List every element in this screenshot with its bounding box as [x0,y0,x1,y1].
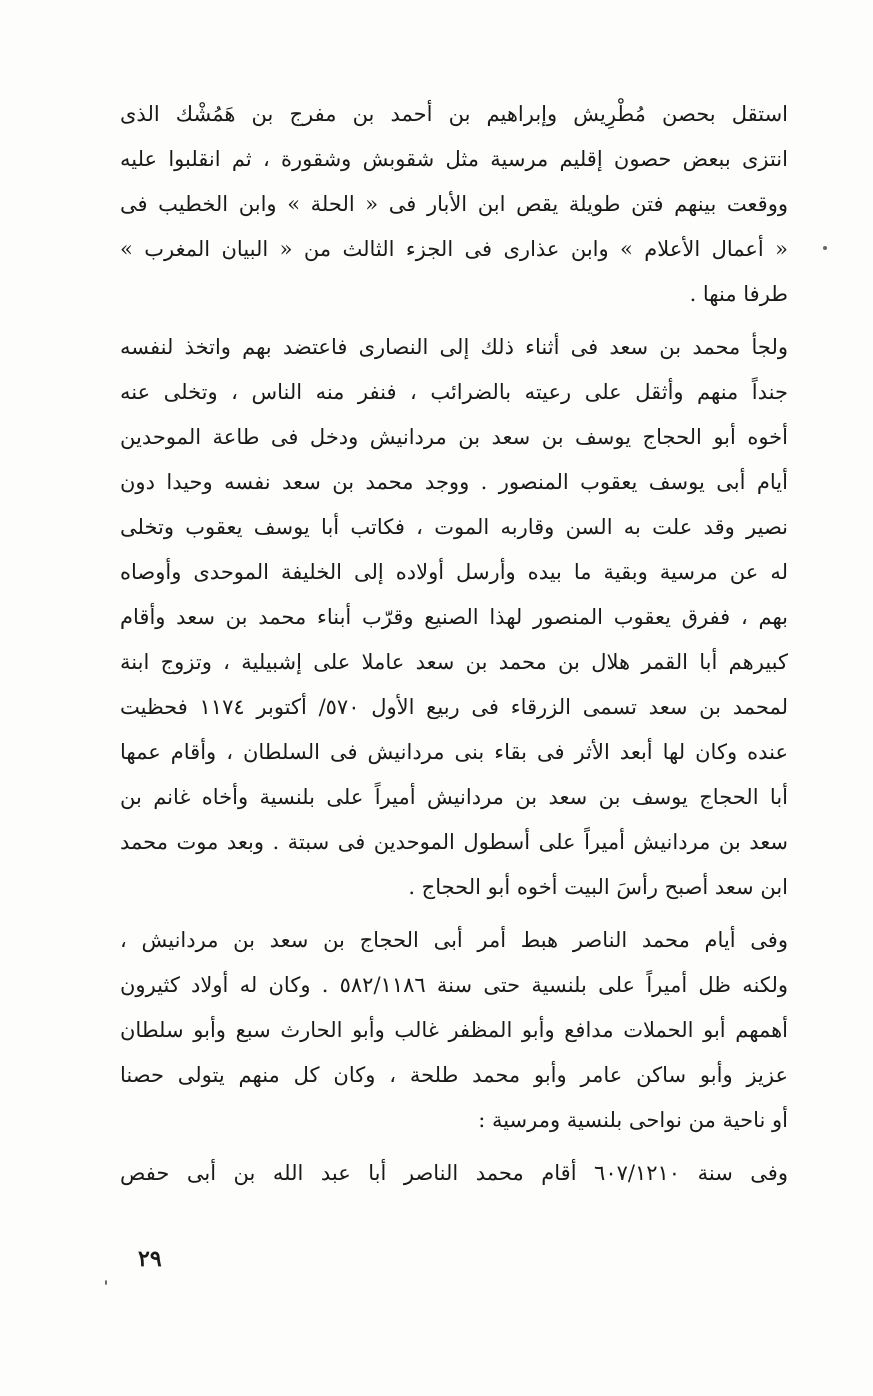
text-line: ولجأ محمد بن سعد فى أثناء ذلك إلى النصارى فاعتضد بهم واتخذ لنفسه [120,335,788,359]
text-line: عنده وكان لها أبعد الأثر فى بقاء بنى مردانيش فى السلطان ، وأقام عمها [120,740,788,764]
paragraph-4 [120,1151,788,1196]
paragraph-2 [120,325,788,910]
text-line: نصير وقد علت به السن وقاربه الموت ، فكاتب أبا يوسف يعقوب وتخلى [120,515,788,539]
text-line: ولكنه ظل أميراً على بلنسية حتى سنة ٥٨٢/١١٨٦ . وكان له أولاد كثيرون [120,973,788,997]
text-line: طرفا منها . [689,282,788,306]
paragraph-3 [120,918,788,1143]
text-line: ابن سعد أصبح رأسَ البيت أخوه أبو الحجاج . [408,875,788,899]
text-line: عزيز وأبو ساكن عامر وأبو محمد طلحة ، وكان كل منهم يتولى حصنا [120,1063,788,1087]
text-line: كبيرهم أبا القمر هلال بن محمد بن سعد عاملا على إشبيلية ، وتزوج ابنة [120,650,788,674]
text-line: أيام أبى يوسف يعقوب المنصور . ووجد محمد بن سعد نفسه وحيدا دون [120,470,788,494]
paragraph-1 [120,92,788,317]
text-line: ووقعت بينهم فتن طويلة يقص ابن الأبار فى « الحلة » وابن الخطيب فى [120,192,788,216]
text-line: جنداً منهم وأثقل على رعيته بالضرائب ، فنفر منه الناس ، وتخلى عنه [120,380,788,404]
text-line: وفى أيام محمد الناصر هبط أمر أبى الحجاج بن سعد بن مردانيش ، [120,928,788,952]
text-line: له عن مرسية وبقية ما بيده وأرسل أولاده إلى الخليفة الموحدى وأوصاه [120,560,788,584]
text-line: وفى سنة ٦٠٧/١٢١٠ أقام محمد الناصر أبا عبد الله بن أبى حفص [120,1161,788,1185]
text-line: سعد بن مردانيش أميراً على أسطول الموحدين فى سبتة . وبعد موت محمد [120,830,788,854]
text-line: أبا الحجاج يوسف بن سعد بن مردانيش أميراً على بلنسية وأخاه غانم بن [120,785,788,809]
page-number: ٢٩ [138,1246,162,1272]
text-line: انتزى ببعض حصون إقليم مرسية مثل شقوبش وشقورة ، ثم انقلبوا عليه [120,147,788,171]
text-line: أخوه أبو الحجاج يوسف بن سعد بن مردانيش ودخل فى طاعة الموحدين [120,425,788,449]
text-line: أهمهم أبو الحملات مدافع وأبو المظفر غالب وأبو الحارث سبع وأبو سلطان [120,1018,788,1042]
text-line: بهم ، ففرق يعقوب المنصور لهذا الصنيع وقرّب أبناء محمد بن سعد وأقام [120,605,788,629]
text-line: أو ناحية من نواحى بلنسية ومرسية : [478,1108,788,1132]
scan-speck [105,1280,107,1285]
scan-speck [823,246,827,250]
text-line: « أعمال الأعلام » وابن عذارى فى الجزء الثالث من « البيان المغرب » [120,237,788,261]
text-line: لمحمد بن سعد تسمى الزرقاء فى ربيع الأول ٥٧٠/ أكتوبر ١١٧٤ فحظيت [120,695,788,719]
body-text [120,92,788,1196]
text-line: استقل بحصن مُطْرِيش وإبراهيم بن أحمد بن مفرج بن هَمُشْك الذى [120,102,788,126]
